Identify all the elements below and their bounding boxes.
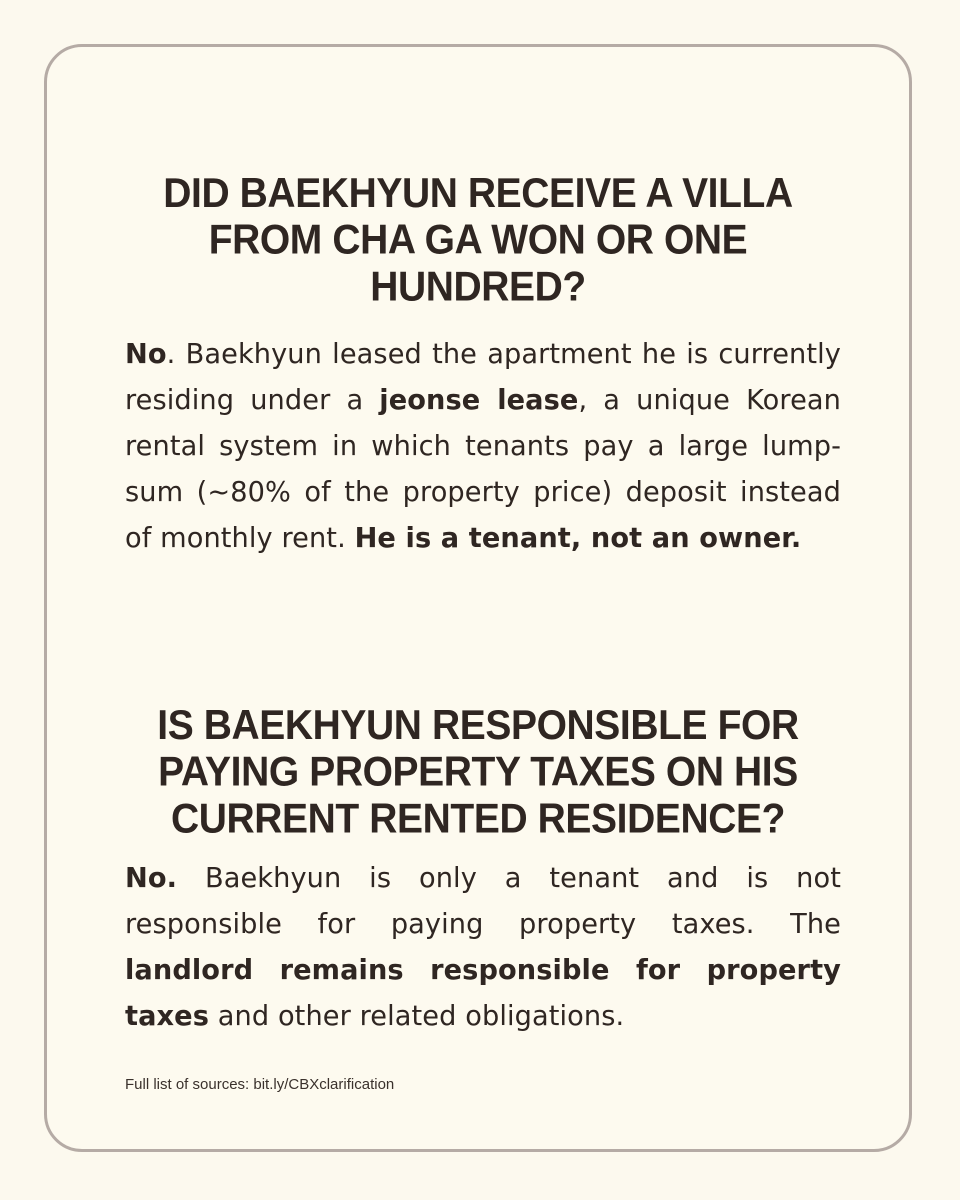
heading-line: IS BAEKHYUN RESPONSIBLE FOR [157, 703, 799, 749]
answer-paragraph-villa [125, 332, 841, 562]
heading-line: PAYING PROPERTY TAXES ON HIS [158, 749, 798, 796]
answer-emphasis: He is a tenant, not an owner. [354, 523, 802, 554]
heading-line: DID BAEKHYUN RECEIVE A VILLA [163, 171, 793, 217]
heading-line: CURRENT RENTED RESIDENCE? [170, 796, 786, 842]
answer-text: and other related obligations. [209, 1001, 625, 1032]
sources-footnote: Full list of sources: bit.ly/CBXclarification [125, 1076, 395, 1093]
answer-paragraph-taxes [125, 856, 841, 1040]
answer-text: . Baekhyun leased the apartment he is currently residing under a [125, 339, 841, 416]
answer-verdict: No [125, 339, 167, 370]
answer-emphasis: jeonse lease [379, 385, 579, 416]
answer-text: Baekhyun is only a tenant and is not responsible for paying property taxes. The [125, 863, 841, 940]
info-card [44, 44, 912, 1152]
question-heading-taxes [47, 703, 909, 843]
heading-line: FROM CHA GA WON OR ONE [208, 217, 748, 264]
answer-verdict: No. [125, 863, 178, 894]
answer-emphasis: landlord remains responsible for property taxes [125, 955, 841, 1032]
heading-line: HUNDRED? [370, 264, 586, 310]
question-heading-villa [47, 171, 909, 311]
answer-text: , a unique Korean rental system in which tenants pay a large lump-sum (~80% of the property price) deposit instead of monthly rent. [125, 385, 841, 554]
